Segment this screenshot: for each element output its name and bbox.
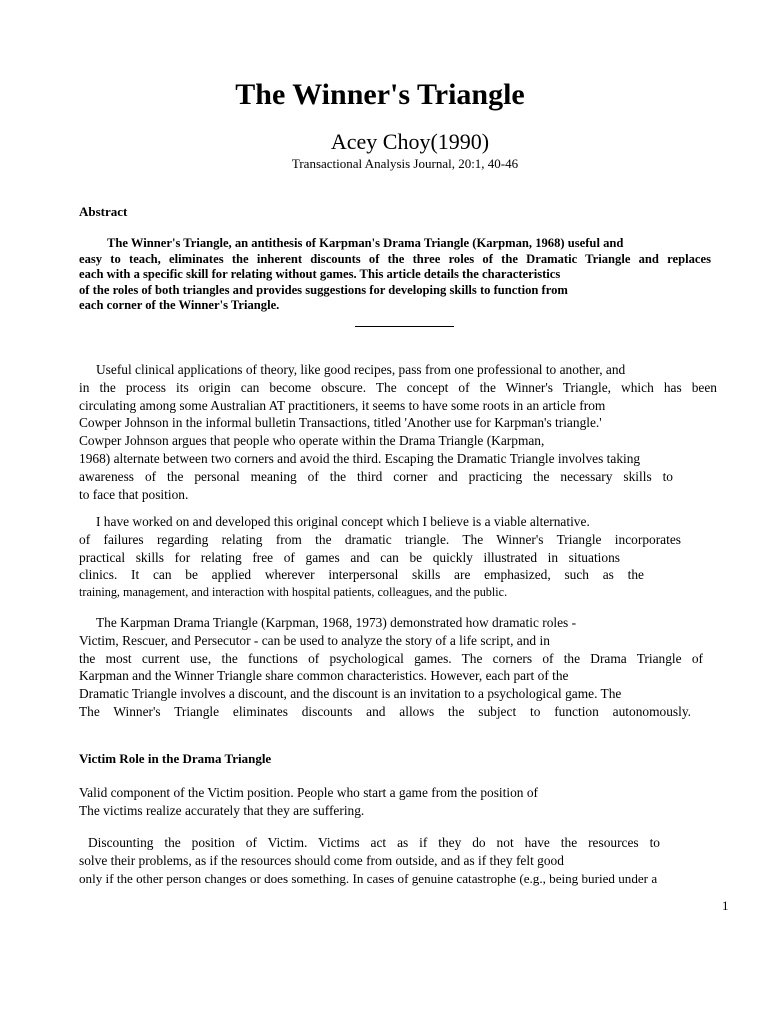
text-line: the most current use, the functions of psychological games. The corners of the Drama Triangle of [79, 650, 703, 666]
text-line: to face that position. [79, 486, 189, 502]
text-line: Cowper Johnson in the informal bulletin Transactions, titled 'Another use for Karpman's triangle.' [79, 415, 602, 431]
body-paragraph-2 [79, 513, 739, 602]
abstract-heading: Abstract [79, 204, 128, 219]
text-line: The Karpman Drama Triangle (Karpman, 1968, 1973) demonstrated how dramatic roles - [96, 615, 577, 630]
text-line: I have worked on and developed this original concept which I believe is a viable alternative. [96, 514, 590, 529]
section-divider [355, 326, 454, 327]
body-paragraph-3 [79, 614, 739, 721]
text-line: Useful clinical applications of theory, like good recipes, pass from one professional to another, and [96, 362, 626, 377]
body-paragraph-1 [79, 361, 739, 503]
text-line: Discounting the position of Victim. Victims act as if they do not have the resources to [88, 835, 660, 850]
text-line: Karpman and the Winner Triangle share common characteristics. However, each part of the [79, 668, 569, 684]
text-line: each corner of the Winner's Triangle. [79, 298, 280, 312]
text-line: of failures regarding relating from the dramatic triangle. The Winner's Triangle incorporates [79, 531, 681, 547]
text-line: The Winner's Triangle, an antithesis of Karpman's Drama Triangle (Karpman, 1968) useful and [107, 236, 624, 250]
text-line: The Winner's Triangle eliminates discounts and allows the subject to function autonomously. [79, 703, 691, 719]
text-line: solve their problems, as if the resources should come from outside, and as if they felt good [79, 852, 564, 868]
author-line: Acey Choy(1990) [330, 129, 490, 154]
text-line: awareness of the personal meaning of the third corner and practicing the necessary skills to [79, 468, 673, 484]
section-heading: Victim Role in the Drama Triangle [79, 751, 272, 766]
text-line: Dramatic Triangle involves a discount, and the discount is an invitation to a psychological game. The [79, 686, 622, 702]
text-line: only if the other person changes or does something. In cases of genuine catastrophe (e.g., being buried under a [79, 870, 658, 886]
text-line: clinics. It can be applied wherever interpersonal skills are emphasized, such as the [79, 567, 644, 583]
text-line: of the roles of both triangles and provides suggestions for developing skills to function from [79, 282, 568, 297]
text-line: practical skills for relating free of games and can be quickly illustrated in situations [79, 549, 620, 565]
document-title: The Winner's Triangle [235, 78, 525, 111]
text-line: in the process its origin can become obscure. The concept of the Winner's Triangle, which has been [79, 379, 717, 395]
text-line: The victims realize accurately that they are suffering. [79, 802, 365, 818]
body-paragraph-5 [79, 834, 739, 887]
text-line: training, management, and interaction with hospital patients, colleagues, and the public. [79, 585, 508, 600]
text-line: Cowper Johnson argues that people who operate within the Drama Triangle (Karpman, [79, 433, 545, 449]
page-number: 1 [722, 898, 729, 913]
text-line: 1968) alternate between two corners and avoid the third. Escaping the Dramatic Triangle involves taking [79, 450, 641, 466]
text-line: Valid component of the Victim position. People who start a game from the position of [79, 785, 538, 800]
text-line: easy to teach, eliminates the inherent discounts of the three roles of the Dramatic Triangle and replaces [79, 251, 711, 266]
text-line: circulating among some Australian AT practitioners, it seems to have some roots in an article from [79, 397, 606, 413]
abstract-paragraph [79, 236, 739, 314]
body-paragraph-4 [79, 784, 739, 820]
text-line: Victim, Rescuer, and Persecutor - can be used to analyze the story of a life script, and in [79, 632, 550, 648]
journal-citation: Transactional Analysis Journal, 20:1, 40-46 [291, 156, 519, 171]
text-line: each with a specific skill for relating without games. This article details the characteristics [79, 267, 561, 281]
